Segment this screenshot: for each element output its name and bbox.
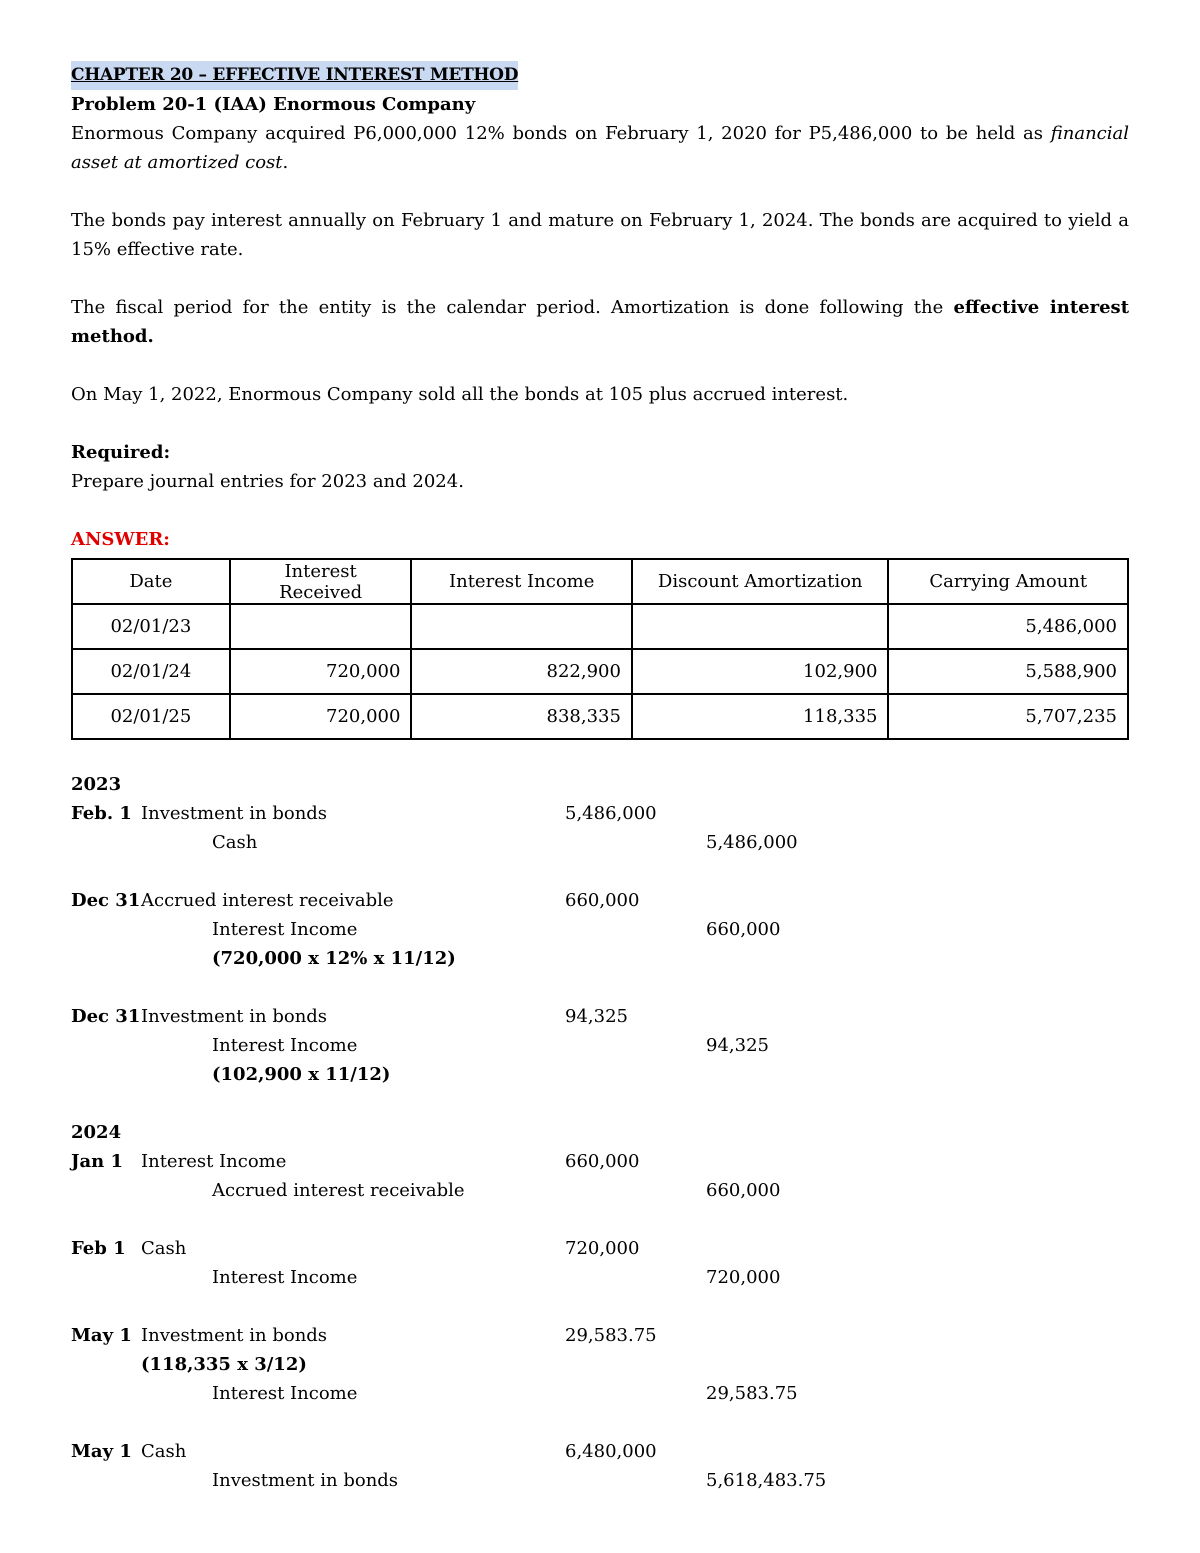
journal-note: (102,900 x 11/12) bbox=[212, 1064, 391, 1085]
required-text: Prepare journal entries for 2023 and 2024. bbox=[71, 471, 464, 492]
journal-line: Interest Income 94,325 bbox=[212, 1035, 769, 1056]
journal-line: May 1 Investment in bonds 29,583.75 bbox=[71, 1325, 657, 1346]
table-cell bbox=[411, 604, 632, 649]
table-cell: 5,588,900 bbox=[888, 649, 1128, 694]
journal-line: Cash 5,486,000 bbox=[212, 832, 798, 853]
journal-line: May 1 Cash 6,480,000 bbox=[71, 1441, 657, 1462]
journal-note: (118,335 x 3/12) bbox=[141, 1354, 307, 1375]
year-heading: 2023 bbox=[71, 774, 122, 795]
journal-line: Investment in bonds 5,618,483.75 bbox=[212, 1470, 827, 1491]
table-cell: 02/01/23 bbox=[72, 604, 230, 649]
table-header: Interest Income bbox=[411, 559, 632, 604]
table-cell: 118,335 bbox=[632, 694, 889, 739]
table-cell: 720,000 bbox=[230, 694, 412, 739]
journal-line: Dec 31 Investment in bonds 94,325 bbox=[71, 1006, 628, 1027]
table-cell: 5,707,235 bbox=[888, 694, 1128, 739]
paragraph-fiscal-period: The fiscal period for the entity is the calendar period. Amortization is done following the effective interest method. bbox=[71, 297, 1130, 347]
paragraph-sale: On May 1, 2022, Enormous Company sold all the bonds at 105 plus accrued interest. bbox=[71, 384, 849, 405]
table-cell bbox=[632, 604, 889, 649]
journal-line: Feb 1 Cash 720,000 bbox=[71, 1238, 640, 1259]
journal-line: Accrued interest receivable 660,000 bbox=[212, 1180, 781, 1201]
journal-line: Dec 31 Accrued interest receivable 660,000 bbox=[71, 890, 640, 911]
table-cell: 5,486,000 bbox=[888, 604, 1128, 649]
table-header: Interest Received bbox=[230, 559, 412, 604]
problem-heading: Problem 20-1 (IAA) Enormous Company bbox=[71, 94, 476, 115]
table-header: Discount Amortization bbox=[632, 559, 889, 604]
table-row bbox=[72, 694, 1128, 739]
journal-line: Feb. 1 Investment in bonds 5,486,000 bbox=[71, 803, 657, 824]
journal-note: (720,000 x 12% x 11/12) bbox=[212, 948, 456, 969]
table-cell: 720,000 bbox=[230, 649, 412, 694]
journal-entries bbox=[71, 770, 1129, 1495]
table-header: Date bbox=[72, 559, 230, 604]
table-cell: 838,335 bbox=[411, 694, 632, 739]
journal-line: Interest Income 660,000 bbox=[212, 919, 781, 940]
chapter-title: CHAPTER 20 – EFFECTIVE INTEREST METHOD bbox=[71, 61, 518, 90]
table-cell: 02/01/25 bbox=[72, 694, 230, 739]
table-row bbox=[72, 649, 1128, 694]
amortization-table bbox=[71, 558, 1129, 740]
year-heading: 2024 bbox=[71, 1122, 122, 1143]
table-header: Carrying Amount bbox=[888, 559, 1128, 604]
table-cell bbox=[230, 604, 412, 649]
document-page bbox=[71, 60, 1129, 1495]
table-header-row bbox=[72, 559, 1128, 604]
journal-line: Interest Income 29,583.75 bbox=[212, 1383, 798, 1404]
required-label: Required: bbox=[71, 442, 171, 463]
paragraph-acquisition: Enormous Company acquired P6,000,000 12% bonds on February 1, 2020 for P5,486,000 to be held as financial asset at amortized cost. bbox=[71, 123, 1129, 173]
paragraph-interest: The bonds pay interest annually on February 1 and mature on February 1, 2024. The bonds are acquired to yield a 15% effective rate. bbox=[71, 210, 1129, 260]
table-cell: 102,900 bbox=[632, 649, 889, 694]
journal-line: Interest Income 720,000 bbox=[212, 1267, 781, 1288]
journal-line: Jan 1 Interest Income 660,000 bbox=[71, 1151, 640, 1172]
table-cell: 02/01/24 bbox=[72, 649, 230, 694]
table-cell: 822,900 bbox=[411, 649, 632, 694]
answer-label: ANSWER: bbox=[71, 529, 170, 550]
table-row bbox=[72, 604, 1128, 649]
